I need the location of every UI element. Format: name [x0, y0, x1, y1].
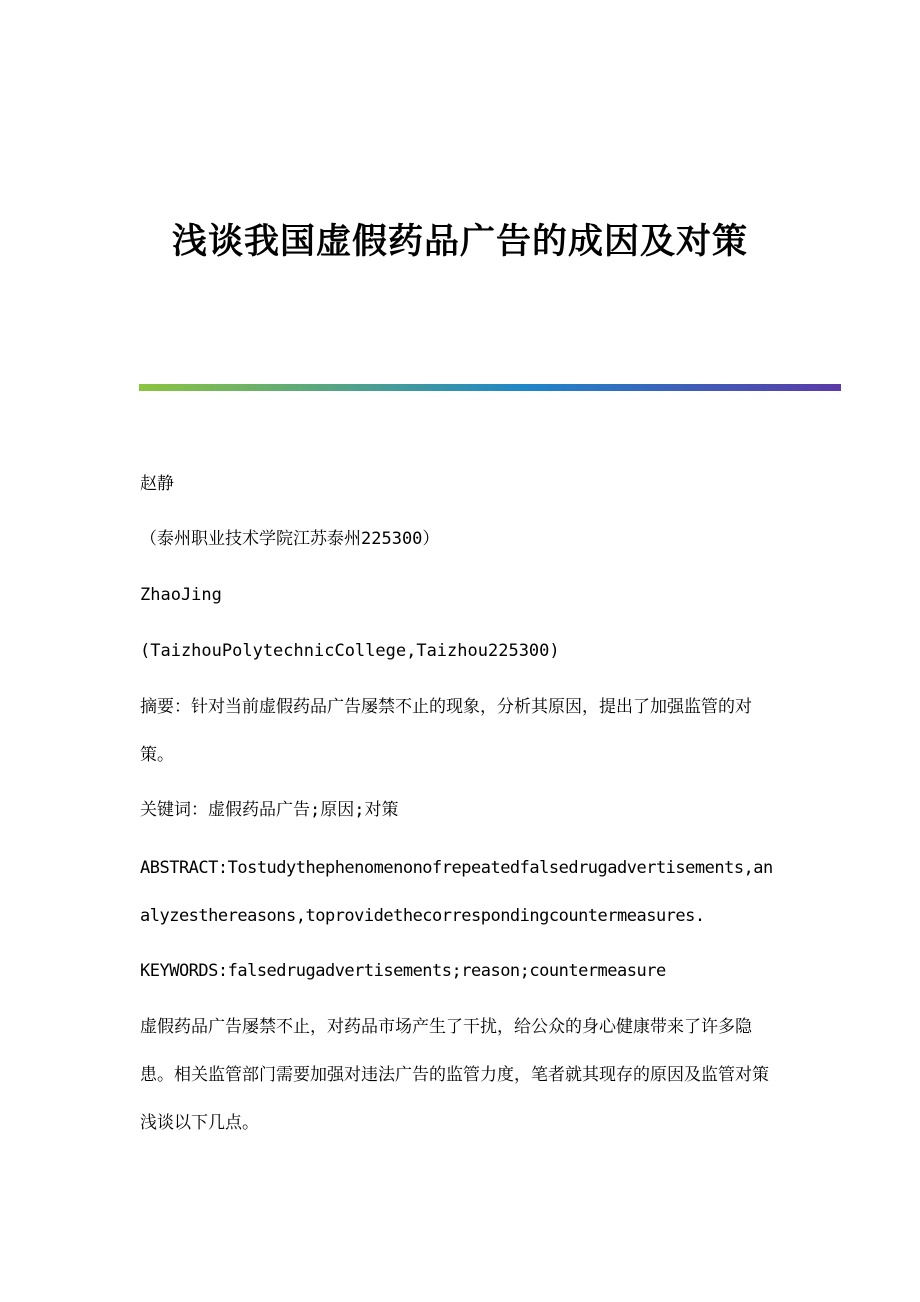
author-name-en: ZhaoJing: [140, 585, 222, 605]
intro-paragraph: 虚假药品广告屡禁不止，对药品市场产生了干扰，给公众的身心健康带来了许多隐患。相关监管部门需要加强对违法广告的监管力度，笔者就其现存的原因及监管对策浅谈以下几点。: [140, 1017, 769, 1133]
keywords-en: KEYWORDS:falsedrugadvertisements;reason;countermeasure: [140, 961, 666, 981]
keywords-cn: 关键词：虚假药品广告;原因;对策: [140, 800, 399, 820]
affiliation-en: (TaizhouPolytechnicCollege,Taizhou225300): [140, 641, 560, 661]
author-name-cn: 赵静: [140, 474, 174, 494]
abstract-en: ABSTRACT:Tostudythephenomenonofrepeatedfalsedrugadvertisements,analyzesthereasons,toprovidethecorrespondingcountermeasures.: [140, 858, 773, 926]
affiliation-cn: （泰州职业技术学院江苏泰州225300）: [140, 529, 440, 549]
title-divider: [139, 384, 841, 391]
abstract-cn: 摘要：针对当前虚假药品广告屡禁不止的现象，分析其原因，提出了加强监管的对策。: [140, 697, 752, 765]
document-title: 浅谈我国虚假药品广告的成因及对策: [171, 221, 748, 262]
